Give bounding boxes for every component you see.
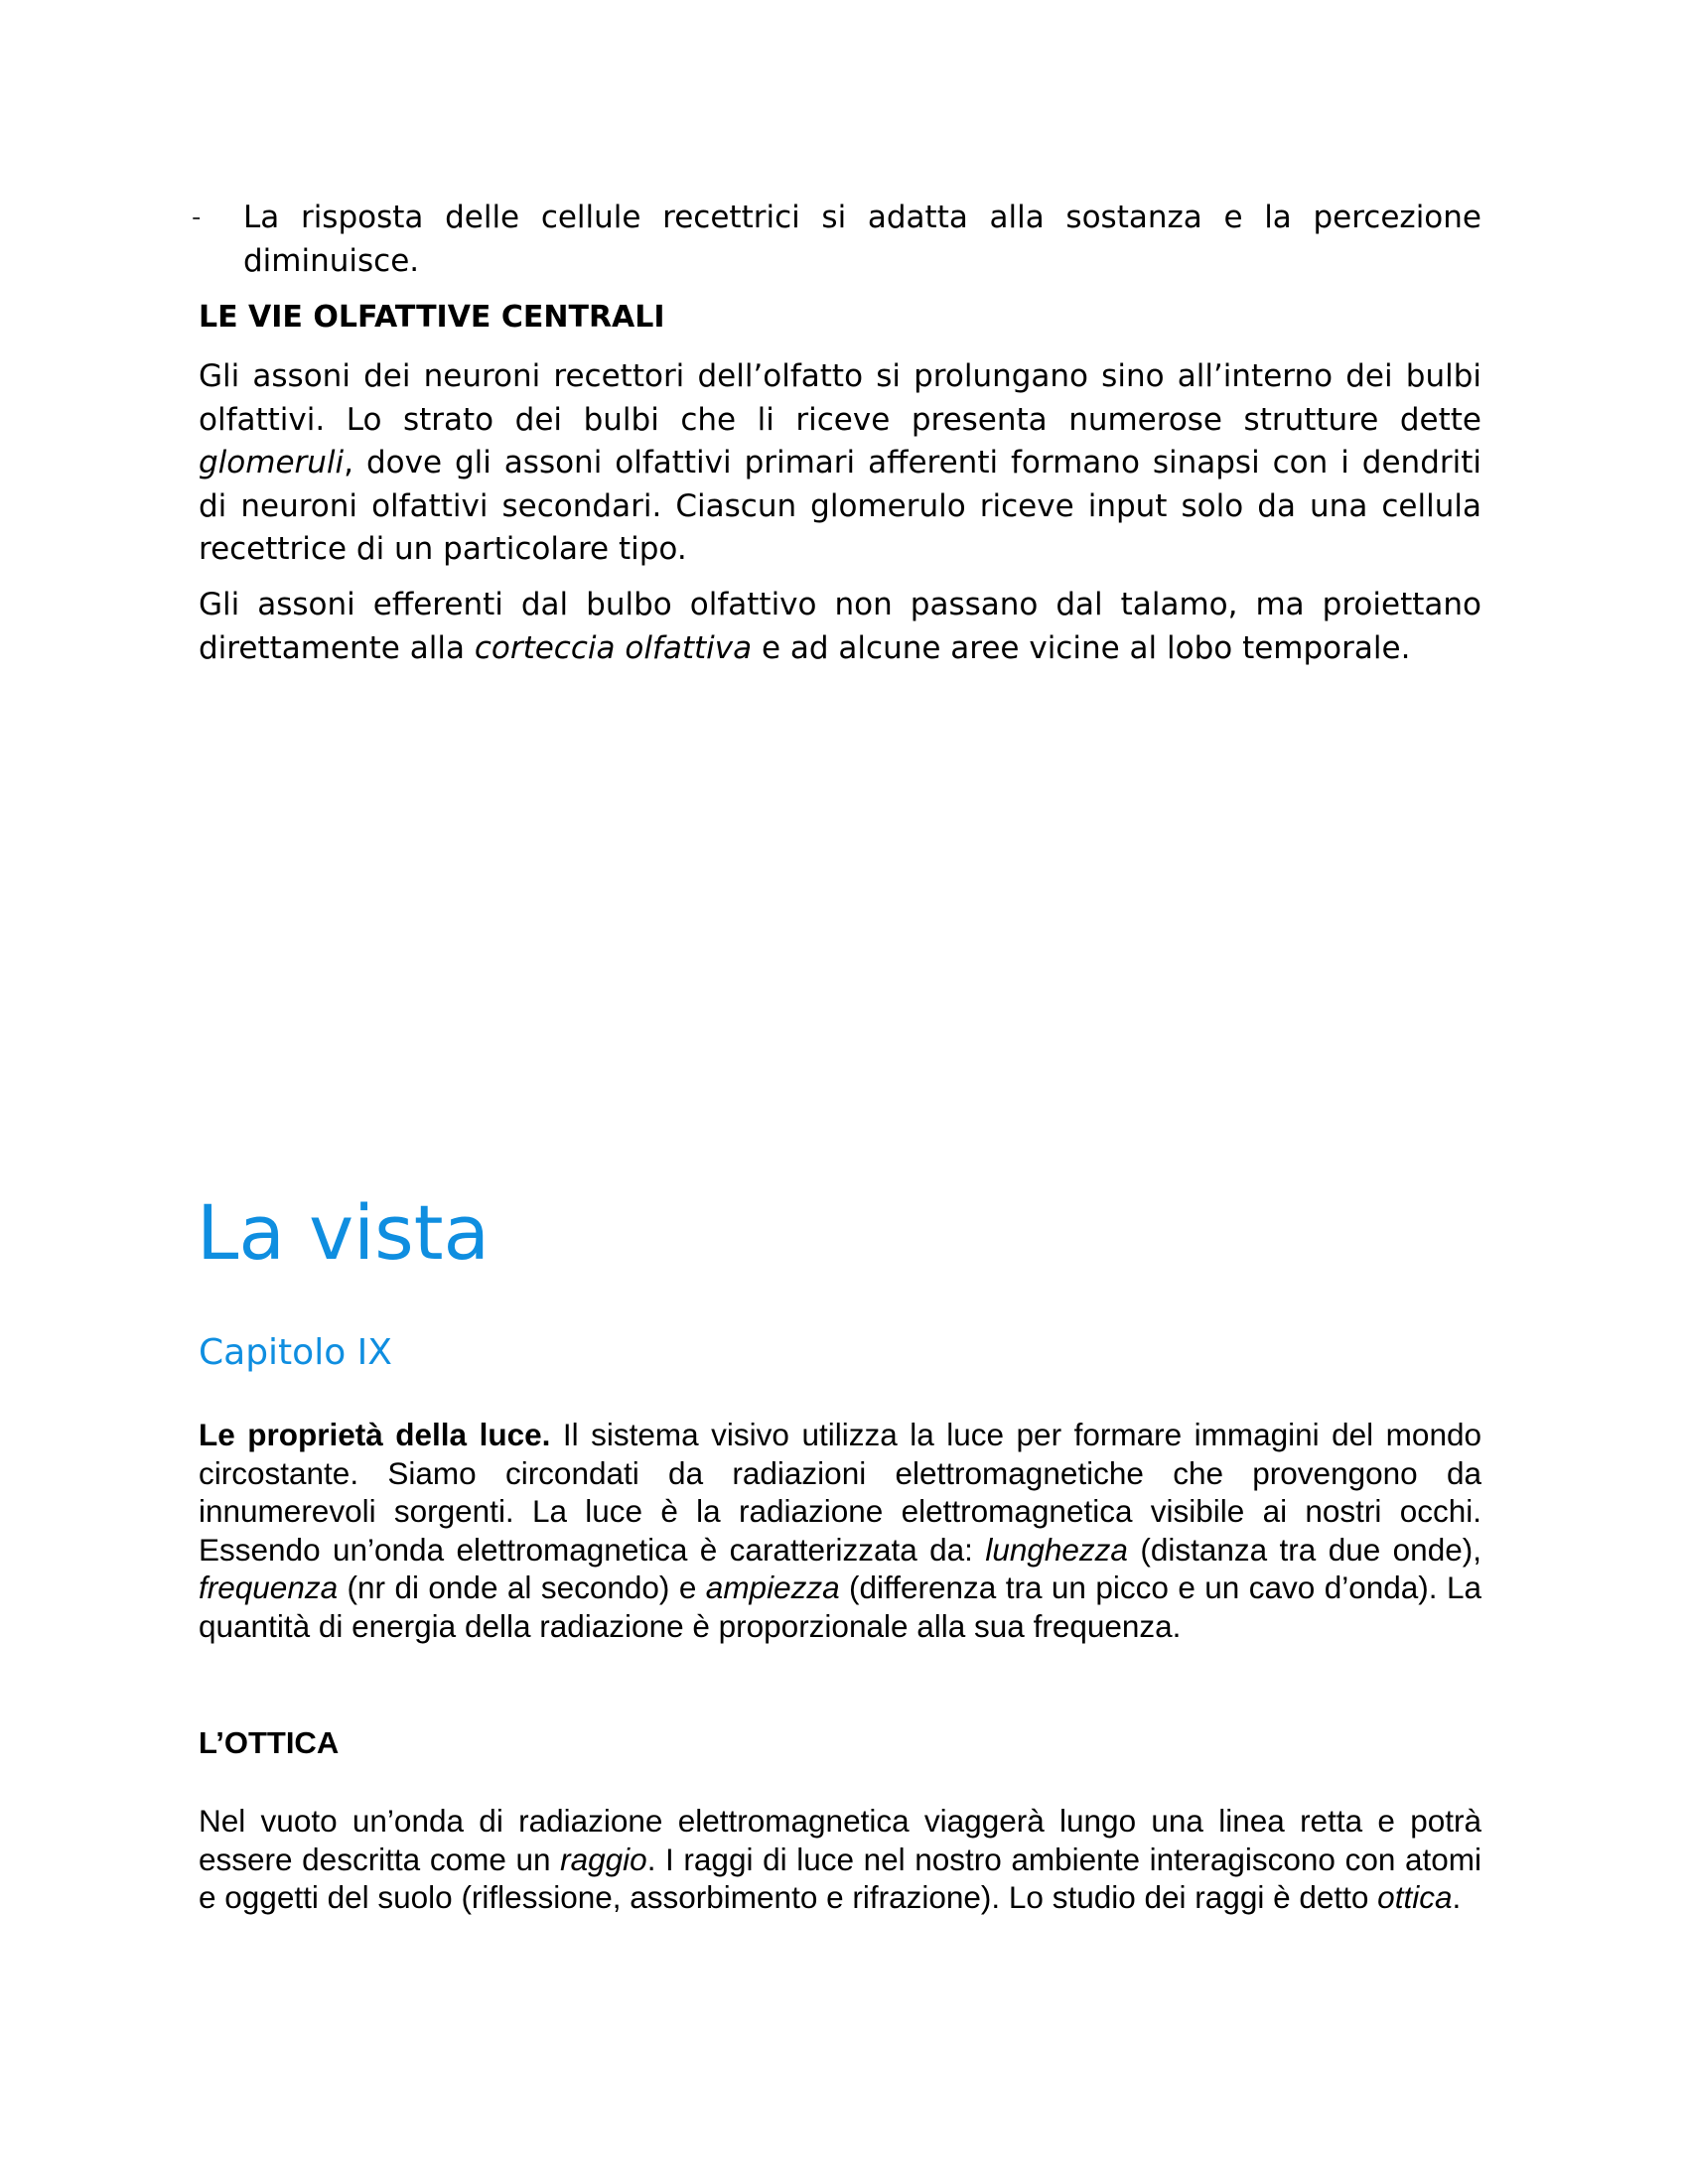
text-run: (distanza tra due onde),	[1127, 1531, 1481, 1568]
paragraph-luce	[199, 1416, 1481, 1645]
italic-term: raggio	[560, 1841, 647, 1877]
text-run: Gli assoni efferenti dal bulbo olfattivo non passano dal talamo, ma proiettano direttamente alla	[199, 587, 1481, 666]
section-heading-olfattive: LE VIE OLFATTIVE CENTRALI	[199, 300, 665, 335]
text-run: .	[1452, 1879, 1462, 1915]
italic-term: ottica	[1377, 1879, 1453, 1915]
text-run: (differenza tra un picco e un cavo d’onda). La quantità di energia della radiazione è proporzionale alla sua frequenza.	[199, 1570, 1481, 1644]
bullet-dash: -	[192, 203, 202, 232]
italic-term: frequenza	[199, 1570, 339, 1605]
text-run: , dove gli assoni olfattivi primari afferenti formano sinapsi con i dendriti di neuroni olfattivi secondari. Ciascun glomerulo riceve input solo da una cellula recettrice di un particolare tipo.	[199, 445, 1481, 567]
bullet-item	[192, 197, 1481, 283]
bullet-text: La risposta delle cellule recettrici si adatta alla sostanza e la percezione diminuisce.	[243, 200, 1481, 279]
text-run: Gli assoni dei neuroni recettori dell’olfatto si prolungano sino all’interno dei bulbi olfattivi. Lo strato dei bulbi che li riceve presenta numerose strutture dette	[199, 358, 1481, 438]
italic-term: lunghezza	[985, 1531, 1128, 1568]
text-run: Nel vuoto un’onda di radiazione elettromagnetica viaggerà lungo una linea retta e potrà essere descritta come un	[199, 1803, 1481, 1877]
chapter-subtitle: Capitolo IX	[199, 1332, 392, 1373]
chapter-title: La vista	[197, 1188, 491, 1277]
lead-in: Le proprietà della luce.	[199, 1417, 551, 1452]
italic-term: glomeruli	[199, 445, 345, 480]
text-run: e ad alcune aree vicine al lobo temporale.	[752, 629, 1411, 666]
section-heading-ottica: L’OTTICA	[199, 1725, 340, 1760]
italic-term: corteccia olfattiva	[474, 629, 753, 666]
paragraph-olfattive-2	[199, 584, 1481, 670]
text-run: Il sistema visivo utilizza la luce per formare immagini del mondo circostante. Siamo circondati da radiazioni elettromagnetiche che provengono da innumerevoli sorgenti. La luce è la radiazione elettromagnetica visibile ai nostri occhi. Essendo un’onda elettromagnetica è caratterizzata da:	[199, 1417, 1481, 1568]
italic-term: ampiezza	[705, 1570, 840, 1605]
text-run: . I raggi di luce nel nostro ambiente interagiscono con atomi e oggetti del suolo (riflessione, assorbimento e rifrazione). Lo studio dei raggi è detto	[199, 1841, 1481, 1915]
text-run: (nr di onde al secondo) e	[338, 1570, 706, 1605]
paragraph-olfattive-1	[199, 355, 1481, 572]
paragraph-ottica	[199, 1802, 1481, 1917]
